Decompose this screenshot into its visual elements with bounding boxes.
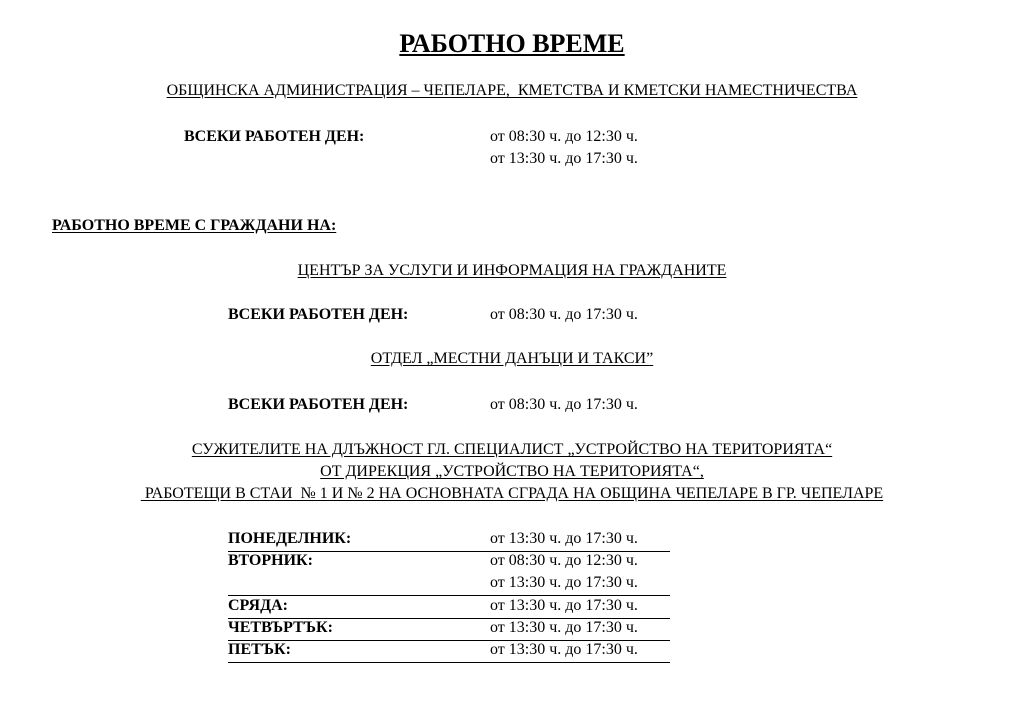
schedule-day: ЧЕТВЪРТЪК: [228, 619, 333, 636]
citizens-heading: РАБОТНО ВРЕМЕ С ГРАЖДАНИ НА: [52, 217, 337, 234]
schedule-row-friday [228, 640, 670, 663]
taxes-time: от 08:30 ч. до 17:30 ч. [490, 396, 638, 413]
schedule-time: от 13:30 ч. до 17:30 ч. [490, 619, 638, 636]
schedule-row-thursday [228, 618, 670, 641]
taxes-every-workday-label: ВСЕКИ РАБОТЕН ДЕН: [228, 396, 409, 413]
territory-heading-line-2: ОТ ДИРЕКЦИЯ „УСТРОЙСТВО НА ТЕРИТОРИЯТА“, [320, 463, 704, 480]
schedule-day: ВТОРНИК: [228, 552, 313, 569]
schedule-time: от 13:30 ч. до 17:30 ч. [490, 530, 638, 547]
admin-time-afternoon: от 13:30 ч. до 17:30 ч. [490, 150, 638, 167]
schedule-row-wednesday [228, 596, 670, 619]
schedule-time: от 13:30 ч. до 17:30 ч. [490, 597, 638, 614]
admin-heading: ОБЩИНСКА АДМИНИСТРАЦИЯ – ЧЕПЕЛАРЕ, КМЕТСТВА И КМЕТСКИ НАМЕСТНИЧЕСТВА [166, 82, 858, 99]
center-every-workday-label: ВСЕКИ РАБОТЕН ДЕН: [228, 306, 409, 323]
schedule-row-monday [228, 529, 670, 552]
page-title: РАБОТНО ВРЕМЕ [399, 29, 625, 58]
schedule-time: от 13:30 ч. до 17:30 ч. [490, 641, 638, 658]
schedule-day: СРЯДА: [228, 597, 288, 614]
schedule-day: ПОНЕДЕЛНИК: [228, 530, 352, 547]
schedule-time: от 13:30 ч. до 17:30 ч. [490, 574, 638, 591]
center-heading: ЦЕНТЪР ЗА УСЛУГИ И ИНФОРМАЦИЯ НА ГРАЖДАНИТЕ [297, 262, 727, 279]
schedule-row-tuesday-morning [228, 551, 670, 573]
schedule-day: ПЕТЪК: [228, 641, 291, 658]
admin-every-workday-label: ВСЕКИ РАБОТЕН ДЕН: [184, 128, 365, 145]
territory-heading-line-1: СУЖИТЕЛИТЕ НА ДЛЪЖНОСТ ГЛ. СПЕЦИАЛИСТ „УСТРОЙСТВО НА ТЕРИТОРИЯТА“ [191, 441, 833, 458]
territory-heading-line-3: РАБОТЕЩИ В СТАИ № 1 И № 2 НА ОСНОВНАТА СГРАДА НА ОБЩИНА ЧЕПЕЛАРЕ В ГР. ЧЕПЕЛАРЕ [140, 485, 884, 502]
admin-time-morning: от 08:30 ч. до 12:30 ч. [490, 128, 638, 145]
schedule-time: от 08:30 ч. до 12:30 ч. [490, 552, 638, 569]
schedule-row-tuesday-afternoon [228, 573, 670, 596]
taxes-heading: ОТДЕЛ „МЕСТНИ ДАНЪЦИ И ТАКСИ” [370, 350, 654, 367]
center-time: от 08:30 ч. до 17:30 ч. [490, 306, 638, 323]
